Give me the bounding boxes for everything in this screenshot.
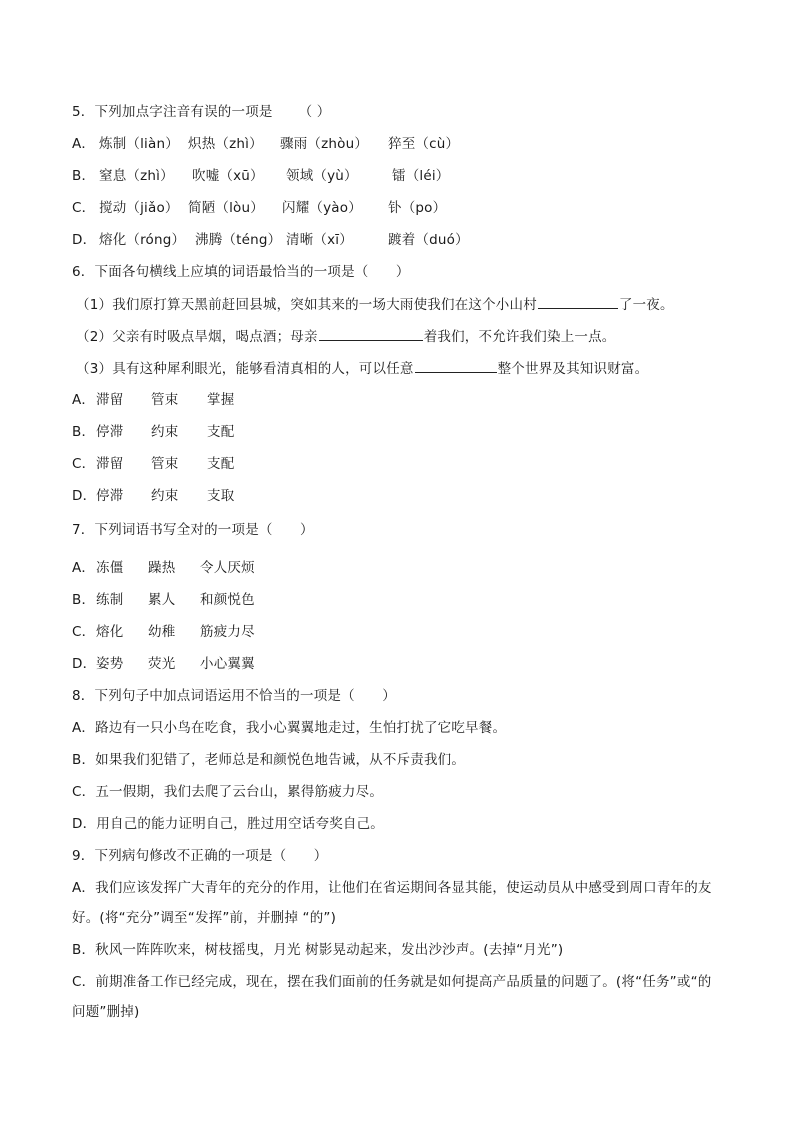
option-item: 冻僵 <box>96 560 124 576</box>
sentence-text: （2）父亲有时吸点旱烟，喝点酒；母亲 <box>76 329 318 345</box>
option-item: 炽热（zhì） <box>188 136 263 152</box>
q7-option-b <box>72 590 255 610</box>
q6-option-b <box>72 422 235 442</box>
q6-sentence-2 <box>76 326 616 347</box>
q6-option-d <box>72 486 235 506</box>
option-item: 支配 <box>207 424 235 440</box>
q8-option-d <box>72 814 384 834</box>
option-label: D． <box>72 488 97 504</box>
option-item: 窒息（zhì） <box>99 168 174 184</box>
q8-stem: 8．下列句子中加点词语运用不恰当的一项是（ ） <box>72 688 396 704</box>
q9-option-b: B．秋风一阵阵吹来，树枝摇曳，月光 树影晃动起来，发出沙沙声。(去掉“月光”) <box>72 942 564 958</box>
option-label: C． <box>72 784 96 800</box>
q5-option-c <box>72 198 447 218</box>
fill-blank <box>538 294 618 309</box>
option-item: 镭（léi） <box>392 168 450 184</box>
option-item: 筋疲力尽 <box>200 624 255 640</box>
option-item: 简陋（lòu） <box>188 200 264 216</box>
q5-option-b <box>72 166 450 186</box>
q6-stem: 6．下面各句横线上应填的词语最恰当的一项是（ ） <box>72 264 410 280</box>
option-item: 停滞 <box>96 488 124 504</box>
sentence-text: 了一夜。 <box>618 297 674 313</box>
option-item: 沸腾（téng） <box>195 232 282 248</box>
q9-stem: 9．下列病句修改不正确的一项是（ ） <box>72 848 328 864</box>
option-label: C． <box>72 624 96 640</box>
option-item: 领域（yù） <box>286 168 358 184</box>
option-item: 小心翼翼 <box>200 656 255 672</box>
option-item: 熔化 <box>96 624 124 640</box>
sentence-text: 着我们，不允许我们染上一点。 <box>423 329 616 345</box>
option-label: A． <box>72 392 96 408</box>
option-label: B． <box>72 592 96 608</box>
option-label: B． <box>72 424 96 440</box>
option-item: 管束 <box>151 456 179 472</box>
sentence-text: （1）我们原打算天黑前赶回县城，突如其来的一场大雨使我们在这个小山村 <box>76 297 537 313</box>
q5-stem-text: 5．下列加点字注音有误的一项是 <box>72 104 273 120</box>
option-item: 躁热 <box>148 560 176 576</box>
option-item: 踱着（duó） <box>388 232 469 248</box>
q9-option-a-line-2: 好。(将“充分”调至“发挥”前，并删掉 “的”) <box>72 910 337 926</box>
option-text: 如果我们犯错了，老师总是和颜悦色地告诫，从不斥责我们。 <box>95 752 466 768</box>
option-item: 累人 <box>148 592 176 608</box>
option-item: 练制 <box>96 592 124 608</box>
q7-option-d <box>72 654 255 674</box>
option-text: 路边有一只小鸟在吃食，我小心翼翼地走过，生怕打扰了它吃早餐。 <box>95 720 507 736</box>
option-item: 支配 <box>207 456 235 472</box>
option-item: 炼制（liàn） <box>99 136 179 152</box>
q8-option-c <box>72 782 383 802</box>
q9-option-c-line-2: 问题”删掉) <box>72 1004 140 1020</box>
option-item: 骤雨（zhòu） <box>280 136 369 152</box>
q6-option-a <box>72 390 235 410</box>
option-item: 清晰（xī） <box>286 232 353 248</box>
option-item: 掌握 <box>207 392 235 408</box>
option-item: 姿势 <box>96 656 124 672</box>
option-item: 滞留 <box>96 456 124 472</box>
sentence-text: （3）具有这种犀利眼光，能够看清真相的人，可以任意 <box>76 361 414 377</box>
q7-stem: 7．下列词语书写全对的一项是（ ） <box>72 522 314 538</box>
q8-option-b <box>72 750 465 770</box>
q8-option-a <box>72 718 506 738</box>
option-item: 滞留 <box>96 392 124 408</box>
option-label: C． <box>72 456 96 472</box>
q5-answer-paren: （ ） <box>298 104 331 120</box>
q6-sentence-3 <box>76 358 648 379</box>
option-item: 吹嘘（xū） <box>192 168 264 184</box>
option-label: B． <box>72 168 96 184</box>
option-item: 和颜悦色 <box>200 592 255 608</box>
option-text: 五一假期，我们去爬了云台山，累得筋疲力尽。 <box>95 784 384 800</box>
option-item: 令人厌烦 <box>200 560 255 576</box>
q9-option-a-line-1: A．我们应该发挥广大青年的充分的作用，让他们在省运期间各显其能，使运动员从中感受到周口青年的友 <box>72 880 712 896</box>
option-label: D． <box>72 656 97 672</box>
option-item: 停滞 <box>96 424 124 440</box>
q6-sentence-1 <box>76 294 674 315</box>
q7-option-a <box>72 558 255 578</box>
option-label: C． <box>72 200 96 216</box>
q5-option-a <box>72 134 460 154</box>
option-item: 支取 <box>207 488 235 504</box>
q6-option-c <box>72 454 235 474</box>
option-item: 约束 <box>151 488 179 504</box>
sentence-text: 整个世界及其知识财富。 <box>497 361 649 377</box>
option-text: 用自己的能力证明自己，胜过用空话夸奖自己。 <box>96 816 384 832</box>
fill-blank <box>415 358 497 373</box>
option-item: 猝至（cù） <box>388 136 460 152</box>
option-label: D． <box>72 232 97 248</box>
option-label: A． <box>72 720 96 736</box>
option-item: 荧光 <box>148 656 176 672</box>
option-item: 约束 <box>151 424 179 440</box>
option-label: D． <box>72 816 97 832</box>
q5-option-d <box>72 230 469 250</box>
fill-blank <box>319 326 423 341</box>
q5-stem <box>72 102 331 122</box>
option-item: 管束 <box>151 392 179 408</box>
option-label: B． <box>72 752 96 768</box>
option-item: 钋（po） <box>388 200 447 216</box>
q7-option-c <box>72 622 255 642</box>
option-item: 闪耀（yào） <box>282 200 362 216</box>
option-label: A． <box>72 560 96 576</box>
option-label: A． <box>72 136 96 152</box>
option-item: 熔化（róng） <box>99 232 186 248</box>
option-item: 幼稚 <box>148 624 176 640</box>
q9-option-c-line-1: C．前期准备工作已经完成，现在，摆在我们面前的任务就是如何提高产品质量的问题了。(将“任务”或“的 <box>72 974 712 990</box>
option-item: 搅动（jiǎo） <box>99 200 179 216</box>
